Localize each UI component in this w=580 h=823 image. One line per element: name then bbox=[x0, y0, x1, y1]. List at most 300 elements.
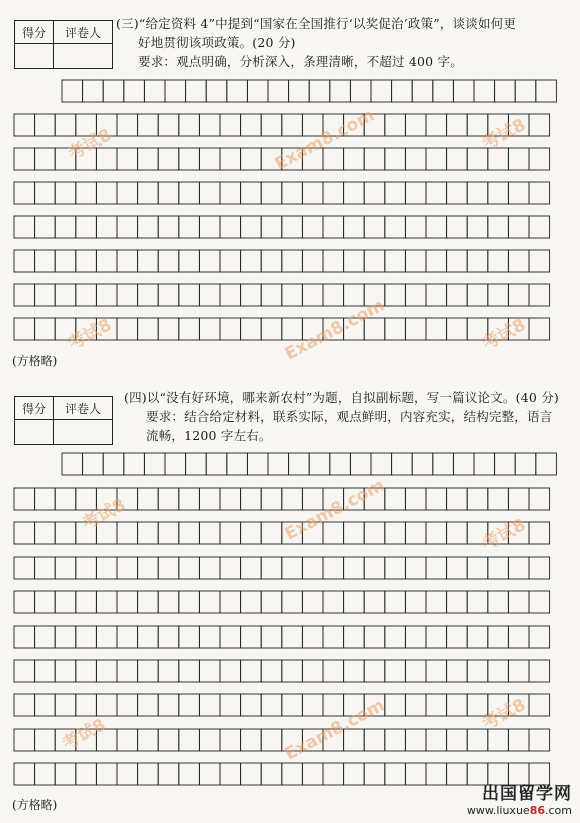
grid-cell bbox=[385, 522, 406, 544]
grid-cell bbox=[261, 488, 282, 510]
grid-cell bbox=[76, 250, 97, 272]
grid-cell bbox=[508, 148, 529, 170]
grid-cell bbox=[14, 729, 35, 751]
grid-cell bbox=[323, 729, 344, 751]
grid-cell bbox=[426, 250, 447, 272]
grid-cell bbox=[433, 80, 454, 102]
grid-cell bbox=[282, 626, 303, 648]
grid-cell bbox=[488, 284, 509, 306]
grid-cell bbox=[179, 591, 200, 613]
grid-cell bbox=[302, 694, 323, 716]
grid-cell bbox=[14, 522, 35, 544]
grid-omitted-note-2: (方格略) bbox=[12, 798, 58, 812]
grid-cell bbox=[364, 114, 385, 136]
grid-cell bbox=[96, 488, 117, 510]
grid-cell bbox=[405, 318, 426, 340]
watermark: 考试8 bbox=[65, 125, 116, 165]
grid-cell bbox=[289, 80, 310, 102]
grid-cell bbox=[282, 182, 303, 204]
grid-row bbox=[14, 694, 550, 716]
grid-cell bbox=[241, 284, 262, 306]
grid-cell bbox=[364, 694, 385, 716]
grid-cell bbox=[138, 182, 159, 204]
grid-cell bbox=[199, 626, 220, 648]
grid-cell bbox=[62, 453, 83, 475]
grid-cell bbox=[76, 216, 97, 238]
grid-cell bbox=[508, 216, 529, 238]
grid-cell bbox=[508, 729, 529, 751]
grid-cell bbox=[344, 148, 365, 170]
grid-cell bbox=[515, 453, 536, 475]
grid-cell bbox=[241, 694, 262, 716]
grid-cell bbox=[96, 114, 117, 136]
grid-cell bbox=[467, 557, 488, 579]
grid-cell bbox=[282, 114, 303, 136]
grid-row bbox=[14, 284, 550, 306]
grid-cell bbox=[344, 763, 365, 785]
grid-cell bbox=[323, 591, 344, 613]
grid-cell bbox=[241, 488, 262, 510]
grid-cell bbox=[179, 148, 200, 170]
grid-cell bbox=[488, 182, 509, 204]
grid-cell bbox=[35, 763, 56, 785]
grid-cell bbox=[508, 182, 529, 204]
grid-cell bbox=[138, 591, 159, 613]
grid-cell bbox=[35, 284, 56, 306]
grid-cell bbox=[76, 488, 97, 510]
grid-cell bbox=[261, 729, 282, 751]
grid-cell bbox=[282, 318, 303, 340]
grid-cell bbox=[529, 182, 550, 204]
grid-cell bbox=[364, 250, 385, 272]
grid-cell bbox=[488, 216, 509, 238]
grid-cell bbox=[261, 284, 282, 306]
grid-cell bbox=[447, 182, 468, 204]
grid-cell bbox=[529, 557, 550, 579]
grid-cell bbox=[199, 250, 220, 272]
grid-cell bbox=[474, 80, 495, 102]
grid-cell bbox=[405, 250, 426, 272]
grid-cell bbox=[55, 488, 76, 510]
grid-cell bbox=[179, 284, 200, 306]
grid-cell bbox=[433, 453, 454, 475]
grid-cell bbox=[529, 660, 550, 682]
grid-cell bbox=[385, 488, 406, 510]
grid-cell bbox=[529, 318, 550, 340]
grid-cell bbox=[55, 694, 76, 716]
grid-cell bbox=[76, 318, 97, 340]
grid-cell bbox=[488, 318, 509, 340]
grid-cell bbox=[392, 453, 413, 475]
grid-cell bbox=[488, 148, 509, 170]
site-name: 出国留学网 bbox=[482, 784, 572, 804]
grid-cell bbox=[529, 250, 550, 272]
grid-cell bbox=[138, 763, 159, 785]
grid-cell bbox=[158, 763, 179, 785]
grid-cell bbox=[447, 557, 468, 579]
grid-cell bbox=[508, 250, 529, 272]
question-3-requirement: 要求：观点明确，分析深入，条理清晰，不超过 400 字。 bbox=[138, 54, 463, 69]
grid-cell bbox=[206, 453, 227, 475]
grader-label: 评卷人 bbox=[54, 21, 113, 44]
grid-cell bbox=[220, 763, 241, 785]
grid-cell bbox=[220, 694, 241, 716]
grid-cell bbox=[117, 148, 138, 170]
grid-cell bbox=[199, 488, 220, 510]
grid-cell bbox=[529, 488, 550, 510]
grid-cell bbox=[14, 557, 35, 579]
watermark: 考试8 bbox=[479, 695, 530, 735]
grid-cell bbox=[76, 626, 97, 648]
watermark: 考试8 bbox=[479, 115, 530, 155]
grid-cell bbox=[14, 148, 35, 170]
grid-cell bbox=[35, 522, 56, 544]
grid-cell bbox=[96, 318, 117, 340]
grid-row bbox=[14, 216, 550, 238]
grid-cell bbox=[426, 114, 447, 136]
grid-cell bbox=[117, 557, 138, 579]
grid-cell bbox=[158, 284, 179, 306]
score-label: 得分 bbox=[15, 397, 54, 420]
grid-cell bbox=[447, 114, 468, 136]
grid-cell bbox=[323, 216, 344, 238]
grid-cell bbox=[179, 557, 200, 579]
grid-cell bbox=[96, 522, 117, 544]
grid-cell bbox=[96, 148, 117, 170]
grid-row bbox=[14, 660, 550, 682]
grid-cell bbox=[508, 114, 529, 136]
grid-cell bbox=[385, 182, 406, 204]
grid-cell bbox=[447, 284, 468, 306]
grid-cell bbox=[138, 626, 159, 648]
grid-cell bbox=[96, 660, 117, 682]
grid-cell bbox=[344, 591, 365, 613]
grid-cell bbox=[55, 250, 76, 272]
grid-cell bbox=[199, 591, 220, 613]
grid-cell bbox=[158, 729, 179, 751]
grid-cell bbox=[529, 216, 550, 238]
grid-omitted-note-1: (方格略) bbox=[12, 354, 58, 368]
grid-cell bbox=[138, 557, 159, 579]
grid-cell bbox=[426, 557, 447, 579]
grid-cell bbox=[364, 148, 385, 170]
grid-cell bbox=[158, 694, 179, 716]
grid-cell bbox=[117, 114, 138, 136]
grid-cell bbox=[220, 114, 241, 136]
grid-cell bbox=[96, 216, 117, 238]
grid-cell bbox=[179, 250, 200, 272]
grid-cell bbox=[35, 148, 56, 170]
grid-cell bbox=[447, 763, 468, 785]
grid-cell bbox=[158, 626, 179, 648]
watermark: 考试8 bbox=[65, 315, 116, 355]
grid-cell bbox=[76, 522, 97, 544]
grid-cell bbox=[144, 453, 165, 475]
grid-cell bbox=[220, 729, 241, 751]
grid-cell bbox=[14, 250, 35, 272]
grid-cell bbox=[220, 557, 241, 579]
grid-cell bbox=[282, 250, 303, 272]
grid-cell bbox=[220, 182, 241, 204]
grid-cell bbox=[117, 250, 138, 272]
grid-cell bbox=[138, 318, 159, 340]
grid-cell bbox=[138, 284, 159, 306]
grid-cell bbox=[371, 453, 392, 475]
grid-cell bbox=[55, 284, 76, 306]
grid-cell bbox=[447, 488, 468, 510]
grid-cell bbox=[261, 114, 282, 136]
grid-row bbox=[14, 488, 550, 510]
grid-cell bbox=[179, 660, 200, 682]
grid-cell bbox=[199, 114, 220, 136]
grid-cell bbox=[405, 182, 426, 204]
grid-cell bbox=[35, 591, 56, 613]
grid-cell bbox=[14, 182, 35, 204]
grid-cell bbox=[488, 626, 509, 648]
grid-cell bbox=[35, 250, 56, 272]
grid-cell bbox=[344, 660, 365, 682]
question-4-line-1: (四)以“没有好环境，哪来新农村”为题，自拟副标题，写一篇议论文。(40 分) bbox=[124, 390, 559, 405]
grid-cell bbox=[55, 557, 76, 579]
grid-cell bbox=[14, 626, 35, 648]
watermark: 考试8 bbox=[59, 715, 110, 755]
question-3-line-2: 好地贯彻该项政策。(20 分) bbox=[138, 35, 296, 50]
grid-cell bbox=[76, 591, 97, 613]
grid-cell bbox=[96, 626, 117, 648]
grid-cell bbox=[282, 216, 303, 238]
grid-cell bbox=[289, 453, 310, 475]
grid-cell bbox=[392, 80, 413, 102]
grid-cell bbox=[323, 660, 344, 682]
grid-cell bbox=[241, 114, 262, 136]
grid-cell bbox=[302, 488, 323, 510]
grid-cell bbox=[385, 729, 406, 751]
grid-cell bbox=[138, 729, 159, 751]
grid-cell bbox=[220, 626, 241, 648]
grid-cell bbox=[117, 216, 138, 238]
site-logo bbox=[467, 779, 572, 817]
grid-cell bbox=[323, 694, 344, 716]
grid-cell bbox=[186, 453, 207, 475]
grid-row bbox=[14, 318, 550, 340]
grid-cell bbox=[241, 591, 262, 613]
grid-cell bbox=[14, 591, 35, 613]
grid-cell bbox=[35, 557, 56, 579]
grid-cell bbox=[467, 114, 488, 136]
watermark: Exam8.com bbox=[281, 295, 388, 365]
grid-cell bbox=[220, 591, 241, 613]
grid-cell bbox=[447, 522, 468, 544]
grid-cell bbox=[76, 114, 97, 136]
grid-cell bbox=[426, 488, 447, 510]
grid-cell bbox=[241, 216, 262, 238]
grid-cell bbox=[405, 284, 426, 306]
grid-cell bbox=[138, 148, 159, 170]
grid-row bbox=[14, 148, 550, 170]
grid-cell bbox=[364, 557, 385, 579]
grid-cell bbox=[344, 250, 365, 272]
grid-row bbox=[14, 591, 550, 613]
grid-cell bbox=[508, 284, 529, 306]
grid-cell bbox=[302, 729, 323, 751]
grid-cell bbox=[323, 318, 344, 340]
grid-cell bbox=[405, 660, 426, 682]
grid-cell bbox=[508, 626, 529, 648]
grid-cell bbox=[96, 763, 117, 785]
grid-cell bbox=[385, 318, 406, 340]
grid-cell bbox=[96, 250, 117, 272]
grid-cell bbox=[426, 216, 447, 238]
grid-cell bbox=[453, 453, 474, 475]
grid-cell bbox=[330, 80, 351, 102]
grid-row bbox=[14, 250, 550, 272]
grid-cell bbox=[83, 453, 104, 475]
grid-cell bbox=[405, 522, 426, 544]
grid-cell bbox=[344, 216, 365, 238]
grid-cell bbox=[385, 763, 406, 785]
grid-cell bbox=[529, 522, 550, 544]
grid-cell bbox=[35, 694, 56, 716]
grid-cell bbox=[364, 284, 385, 306]
grid-cell bbox=[117, 284, 138, 306]
grid-cell bbox=[323, 557, 344, 579]
grid-cell bbox=[282, 694, 303, 716]
grid-cell bbox=[138, 250, 159, 272]
grid-cell bbox=[529, 626, 550, 648]
grid-cell bbox=[467, 182, 488, 204]
grid-cell bbox=[467, 250, 488, 272]
grid-cell bbox=[385, 660, 406, 682]
grid-cell bbox=[488, 729, 509, 751]
grid-cell bbox=[76, 284, 97, 306]
grid-cell bbox=[405, 488, 426, 510]
grid-cell bbox=[323, 250, 344, 272]
grid-cell bbox=[344, 557, 365, 579]
grid-cell bbox=[302, 557, 323, 579]
grid-cell bbox=[467, 522, 488, 544]
grid-cell bbox=[467, 660, 488, 682]
watermark: Exam8.com bbox=[271, 105, 378, 175]
grid-cell bbox=[55, 114, 76, 136]
grid-cell bbox=[488, 250, 509, 272]
grid-cell bbox=[138, 216, 159, 238]
grid-cell bbox=[179, 626, 200, 648]
grid-cell bbox=[508, 660, 529, 682]
grid-cell bbox=[55, 182, 76, 204]
grid-cell bbox=[220, 216, 241, 238]
grid-cell bbox=[14, 318, 35, 340]
grid-cell bbox=[302, 522, 323, 544]
grid-cell bbox=[96, 182, 117, 204]
grid-cell bbox=[508, 522, 529, 544]
grid-cell bbox=[385, 250, 406, 272]
grid-cell bbox=[529, 284, 550, 306]
grid-cell bbox=[488, 694, 509, 716]
grid-cell bbox=[247, 80, 268, 102]
grid-cell bbox=[467, 694, 488, 716]
grid-row bbox=[62, 80, 556, 102]
grid-cell bbox=[179, 182, 200, 204]
grid-cell bbox=[241, 318, 262, 340]
grid-cell bbox=[495, 80, 516, 102]
grid-cell bbox=[55, 318, 76, 340]
grid-cell bbox=[323, 182, 344, 204]
grid-row bbox=[14, 182, 550, 204]
grid-cell bbox=[138, 694, 159, 716]
grid-cell bbox=[302, 626, 323, 648]
grid-cell bbox=[117, 729, 138, 751]
watermark: Exam8.com bbox=[281, 695, 388, 765]
grid-cell bbox=[447, 729, 468, 751]
grid-cell bbox=[447, 318, 468, 340]
grid-cell bbox=[467, 148, 488, 170]
grid-cell bbox=[405, 557, 426, 579]
grid-cell bbox=[220, 284, 241, 306]
grid-cell bbox=[467, 318, 488, 340]
grid-cell bbox=[158, 250, 179, 272]
grid-cell bbox=[241, 660, 262, 682]
grid-cell bbox=[385, 148, 406, 170]
grid-cell bbox=[83, 80, 104, 102]
grid-cell bbox=[426, 763, 447, 785]
grid-cell bbox=[405, 114, 426, 136]
grid-cell bbox=[302, 250, 323, 272]
grid-cell bbox=[227, 453, 248, 475]
grid-cell bbox=[14, 763, 35, 785]
watermark: Exam8.com bbox=[281, 475, 388, 545]
grid-cell bbox=[158, 216, 179, 238]
grid-row bbox=[62, 453, 556, 475]
grid-cell bbox=[467, 729, 488, 751]
grid-cell bbox=[55, 148, 76, 170]
grid-cell bbox=[344, 114, 365, 136]
grid-cell bbox=[495, 453, 516, 475]
grid-cell bbox=[241, 522, 262, 544]
grid-cell bbox=[117, 318, 138, 340]
grid-cell bbox=[405, 694, 426, 716]
grid-cell bbox=[488, 488, 509, 510]
grid-cell bbox=[364, 660, 385, 682]
grid-cell bbox=[412, 453, 433, 475]
grid-row bbox=[14, 557, 550, 579]
grid-cell bbox=[302, 114, 323, 136]
grid-cell bbox=[536, 80, 557, 102]
grid-cell bbox=[35, 626, 56, 648]
grid-cell bbox=[364, 488, 385, 510]
grid-cell bbox=[364, 216, 385, 238]
grid-cell bbox=[302, 216, 323, 238]
grid-cell bbox=[62, 80, 83, 102]
grid-cell bbox=[261, 626, 282, 648]
grid-cell bbox=[199, 557, 220, 579]
grid-cell bbox=[14, 114, 35, 136]
grid-cell bbox=[186, 80, 207, 102]
grid-cell bbox=[508, 591, 529, 613]
grid-cell bbox=[14, 284, 35, 306]
grid-cell bbox=[117, 182, 138, 204]
grid-cell bbox=[282, 488, 303, 510]
grid-cell bbox=[302, 763, 323, 785]
site-url: www.liuxue86.com bbox=[466, 804, 572, 817]
question-3-line-1: (三)“给定资料 4”中提到“国家在全国推行‘以奖促治’政策”，谈谈如何更 bbox=[116, 16, 517, 31]
grid-cell bbox=[371, 80, 392, 102]
grid-cell bbox=[282, 660, 303, 682]
grid-cell bbox=[199, 522, 220, 544]
grid-cell bbox=[179, 729, 200, 751]
grid-cell bbox=[220, 522, 241, 544]
grid-cell bbox=[302, 182, 323, 204]
grid-cell bbox=[261, 250, 282, 272]
